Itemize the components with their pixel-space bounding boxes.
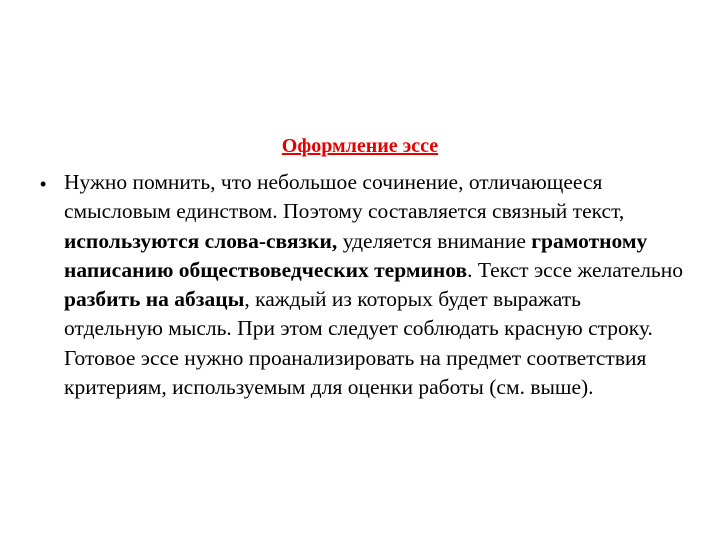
bold-phrase-paragraphs: разбить на абзацы bbox=[64, 287, 245, 312]
bullet-paragraph bbox=[64, 168, 684, 402]
paragraph-text-1: Нужно помнить, что небольшое сочинение, отличающееся смысловым единством. Поэтому составляется связный текст, bbox=[64, 170, 625, 224]
bullet-icon: • bbox=[40, 174, 47, 194]
paragraph-text-5: Готовое эссе нужно проанализировать на предмет соответствия критериям, используемым для оценки работы (см. выше). bbox=[64, 345, 647, 400]
paragraph-text-2: уделяется внимание bbox=[337, 228, 532, 253]
bold-phrase-connectors: используются слова-связки, bbox=[64, 228, 338, 253]
paragraph-text-3: . Текст эссе желательно bbox=[467, 257, 683, 282]
bold-phrase-terms: грамотному написанию обществоведческих терминов bbox=[64, 228, 648, 282]
slide-title: Оформление эссе bbox=[281, 135, 439, 157]
bullet-list-item bbox=[40, 168, 690, 402]
paragraph-text-4: , каждый из которых будет выражать отдельную мысль. При этом следует соблюдать красную строку. bbox=[64, 287, 653, 341]
